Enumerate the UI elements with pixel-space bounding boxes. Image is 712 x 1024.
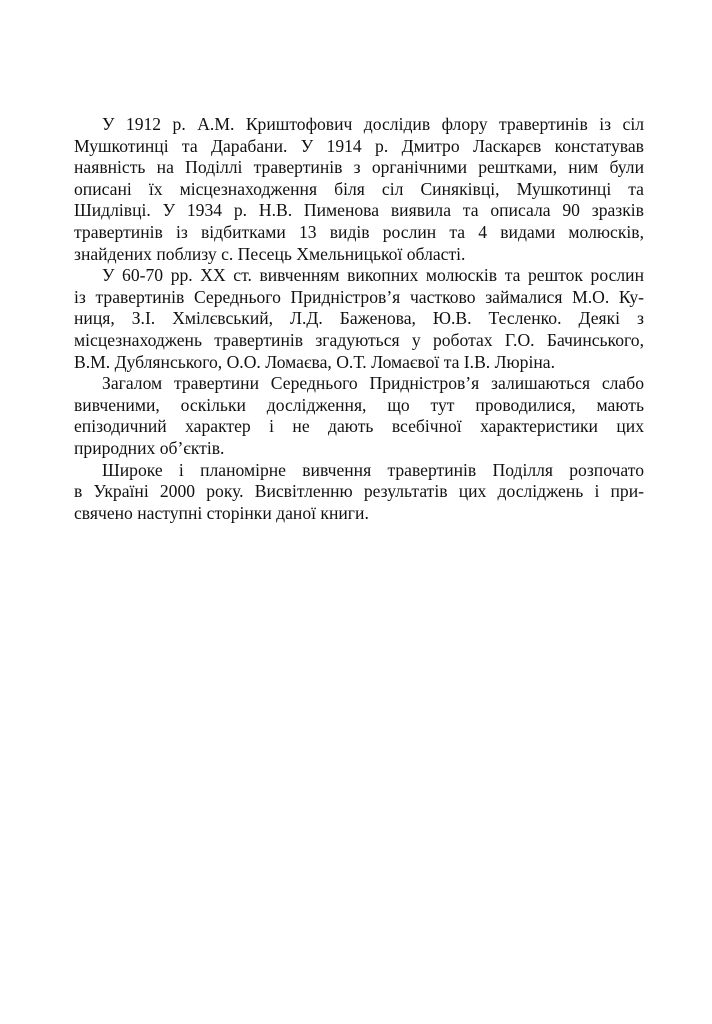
document-body — [74, 114, 644, 524]
text-line: Широке і планомірне вивчення травертинів Поділля розпочато — [102, 459, 644, 480]
text-line: свячено наступні сторінки даної книги. — [74, 502, 369, 523]
text-line: У 1912 р. А.М. Криштофович дослідив флору травертинів із сіл — [102, 114, 644, 134]
text-line: знайдених поблизу с. Песець Хмельницької області. — [74, 243, 466, 264]
text-line: ниця, З.І. Хмілєвський, Л.Д. Баженова, Ю.В. Тесленко. Деякі з — [74, 308, 644, 329]
text-line: в Україні 2000 року. Висвітленню результатів цих досліджень і при- — [74, 481, 644, 502]
text-line: Загалом травертини Середнього Придністров’я залишаються слабо — [102, 373, 644, 394]
text-line: Мушкотинці та Дарабани. У 1914 р. Дмитро Ласкарєв констатував — [74, 135, 644, 156]
text-line: вивченими, оскільки дослідження, що тут проводилися, мають — [74, 394, 644, 415]
text-line: наявність на Поділлі травертинів з органічними рештками, ним були — [74, 157, 644, 178]
text-line: із травертинів Середнього Придністров’я частково займалися М.О. Ку- — [74, 286, 644, 307]
text-line: У 60-70 рр. XX ст. вивченням викопних молюсків та решток рослин — [102, 265, 644, 286]
text-line: В.М. Дублянського, О.О. Ломаєва, О.Т. Ломаєвої та І.В. Люріна. — [74, 351, 555, 372]
text-line: описані їх місцезнаходження біля сіл Синяківці, Мушкотинці та — [74, 178, 644, 199]
paragraph-4 — [74, 460, 644, 525]
text-line: травертинів із відбитками 13 видів рослин та 4 видами молюсків, — [74, 221, 644, 242]
text-line: епізодичний характер і не дають всебічної характеристики цих — [74, 416, 644, 437]
paragraph-2 — [74, 265, 644, 373]
paragraph-1 — [74, 114, 644, 265]
text-line: місцезнаходжень травертинів згадуються у роботах Г.О. Бачинського, — [74, 329, 644, 350]
text-line: природних об’єктів. — [74, 437, 225, 458]
paragraph-3 — [74, 373, 644, 459]
text-line: Шидлівці. У 1934 р. Н.В. Пименова виявила та описала 90 зразків — [74, 200, 644, 221]
